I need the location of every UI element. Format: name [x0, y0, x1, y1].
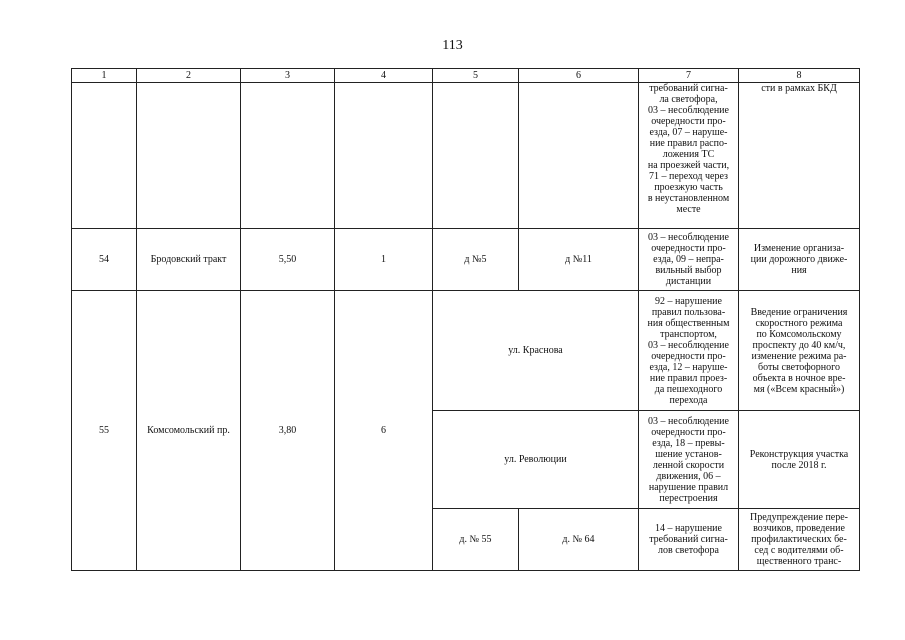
- table-cell: [519, 83, 639, 229]
- column-number: 8: [739, 69, 860, 83]
- measures-cell: Предупреждение пере- возчиков, проведение профилактических бе- сед с водителями об- щественного транс-: [739, 509, 860, 571]
- road-name: Бродовский тракт: [137, 229, 241, 291]
- road-name: Комсомольский пр.: [137, 291, 241, 571]
- column-number: 7: [639, 69, 739, 83]
- column-number: 1: [72, 69, 137, 83]
- row-number: 54: [72, 229, 137, 291]
- violations-cell: требований сигна- ла светофора, 03 – несоблюдение очередности про- езда, 07 – наруше- ние правил распо- ложения ТС на проезжей части, 71 – переход через проезжую часть в неустановленном месте: [639, 83, 739, 229]
- violations-cell: 14 – нарушение требований сигна- лов светофора: [639, 509, 739, 571]
- measures-cell: Изменение организа- ции дорожного движе- ния: [739, 229, 860, 291]
- section-length: 5,50: [241, 229, 335, 291]
- column-number-row: [72, 69, 860, 83]
- table-cell: [241, 83, 335, 229]
- section-length: 3,80: [241, 291, 335, 571]
- table-cell: [72, 83, 137, 229]
- column-number: 4: [335, 69, 433, 83]
- violations-cell: 03 – несоблюдение очередности про- езда, 18 – превы- шение установ- ленной скорости движения, 06 – нарушение правил перестроения: [639, 411, 739, 509]
- measures-cell: Введение ограничения скоростного режима по Комсомольскому проспекту до 40 км/ч, изменение режима ра- боты светофорного объекта в ночное вре- мя («Всем красный»): [739, 291, 860, 411]
- table-row: [72, 291, 860, 411]
- row-number: 55: [72, 291, 137, 571]
- incident-count: 6: [335, 291, 433, 571]
- section-from: д. № 55: [433, 509, 519, 571]
- section-from: д №5: [433, 229, 519, 291]
- column-number: 3: [241, 69, 335, 83]
- violations-cell: 92 – нарушение правил пользова- ния общественным транспортом, 03 – несоблюдение очередности про- езда, 12 – наруше- ние правил проез- да пешеходного перехода: [639, 291, 739, 411]
- section-to: д. № 64: [519, 509, 639, 571]
- column-number: 2: [137, 69, 241, 83]
- table-row: [72, 229, 860, 291]
- continuation-row: [72, 83, 860, 229]
- table-cell: [137, 83, 241, 229]
- measures-cell: сти в рамках БКД: [739, 83, 860, 229]
- table-cell: [335, 83, 433, 229]
- column-number: 5: [433, 69, 519, 83]
- column-number: 6: [519, 69, 639, 83]
- measures-cell: Реконструкция участка после 2018 г.: [739, 411, 860, 509]
- section-to: д №11: [519, 229, 639, 291]
- incident-count: 1: [335, 229, 433, 291]
- section-place: ул. Краснова: [433, 291, 639, 411]
- page-number: 113: [442, 38, 463, 53]
- violations-cell: 03 – несоблюдение очередности про- езда, 09 – непра- вильный выбор дистанции: [639, 229, 739, 291]
- road-sections-table: [71, 68, 860, 571]
- table-cell: [433, 83, 519, 229]
- section-place: ул. Революции: [433, 411, 639, 509]
